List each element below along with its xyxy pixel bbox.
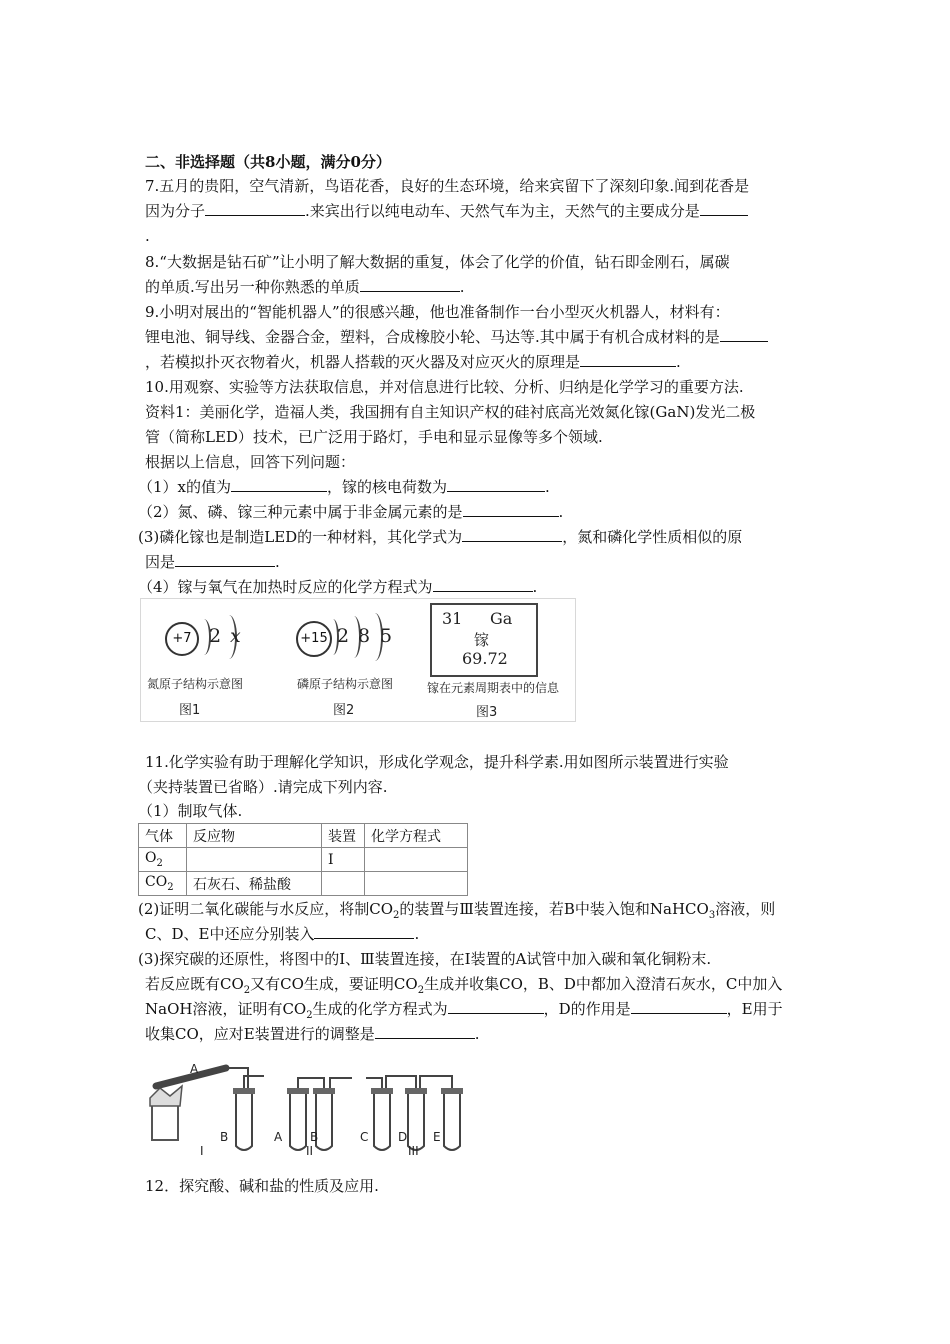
q11-part3-line4 [145, 1023, 480, 1045]
table-row [139, 872, 468, 896]
q7-line2 [145, 200, 748, 222]
table-header: 化学方程式 [365, 824, 468, 848]
q11-p3-text: ，D的作用是 [543, 1000, 631, 1018]
device-label: I [200, 1144, 204, 1158]
q9-line2 [145, 326, 768, 348]
q10-p1-text-a: （1）x的值为 [138, 478, 232, 496]
subscript: 3 [708, 910, 716, 921]
apparatus-label: B [220, 1130, 229, 1144]
figure-label-1: 图1 [179, 703, 201, 718]
q9-line1: 9.小明对展出的“智能机器人”的很感兴趣，他也准备制作一台小型灭火机器人，材料有： [145, 303, 730, 321]
apparatus-label: B [310, 1130, 319, 1144]
q11-p3-text: 又有CO生成，要证明CO [250, 975, 418, 993]
phosphorus-shell1-count: 2 [337, 625, 350, 647]
table-row [139, 848, 468, 872]
subscript: 2 [243, 985, 251, 996]
answer-blank[interactable] [314, 924, 414, 939]
q11-p2-text: 的装置与Ⅲ装置连接，若B中装入饱和NaHCO [399, 900, 709, 918]
apparatus-label: C [360, 1130, 369, 1144]
apparatus-label: D [398, 1130, 408, 1144]
subscript: 2 [393, 910, 400, 921]
answer-blank[interactable] [631, 999, 727, 1014]
q8-line2 [145, 276, 465, 298]
table-cell-equation[interactable] [365, 848, 468, 872]
q11-part1: （1）制取气体. [138, 802, 243, 820]
nitrogen-caption: 氮原子结构示意图 [147, 677, 244, 691]
q11-p2-text: . [414, 925, 420, 943]
answer-blank[interactable] [433, 577, 533, 592]
q10-p4-text-b: . [532, 578, 538, 596]
q10-p3-text-a: (3)磷化镓也是制造LED的一种材料，其化学式为 [138, 528, 463, 546]
q10-p4-text-a: （4）镓与氧气在加热时反应的化学方程式为 [138, 578, 433, 596]
phosphorus-shell3-count: 5 [380, 625, 393, 647]
q10-p3-text-d: . [275, 553, 280, 571]
q10-p1-text-b: ，镓的核电荷数为 [327, 478, 448, 496]
phosphorus-caption: 磷原子结构示意图 [297, 677, 394, 691]
apparatus-label: A [274, 1130, 283, 1144]
table-header: 反应物 [187, 824, 322, 848]
subscript: 2 [156, 857, 163, 869]
table-cell-gas [139, 872, 187, 896]
gallium-symbol: Ga [490, 609, 513, 628]
q11-p3-text: 生成的化学方程式为 [312, 1000, 448, 1018]
table-cell-device[interactable] [322, 872, 365, 896]
nitrogen-shell2-count: x [230, 625, 241, 647]
q10-line4: 根据以上信息，回答下列问题： [145, 453, 356, 471]
answer-blank[interactable] [205, 201, 305, 216]
phosphorus-nucleus: +15 [296, 621, 332, 657]
q11-part3-line1: (3)探究碳的还原性，将图中的Ⅰ、Ⅲ装置连接，在Ⅰ装置的A试管中加入碳和氧化铜粉末. [138, 950, 712, 968]
q11-p3-text: . [474, 1025, 480, 1043]
q11-line1: 11.化学实验有助于理解化学知识，形成化学观念，提升科学素.用如图所示装置进行实验 [145, 753, 729, 771]
q11-line2: （夹持装置已省略）.请完成下列内容. [138, 778, 388, 796]
answer-blank[interactable] [375, 1024, 475, 1039]
table-header-row [139, 824, 468, 848]
q7-text-a: 因为分子 [145, 202, 206, 220]
q10-part3 [138, 526, 742, 548]
gallium-name: 镓 [474, 631, 490, 649]
q9-text-a: ，若模拟扑灭衣物着火，机器人搭载的灭火器及对应灭火的原理是 [145, 353, 581, 371]
q9-text-b: . [676, 353, 681, 371]
figure-label-2: 图2 [333, 703, 355, 718]
q10-p3-text-b: ，氮和磷化学性质相似的原 [562, 528, 743, 546]
q10-line2: 资料1：美丽化学，造福人类，我国拥有自主知识产权的硅衬底高光效氮化镓(GaN)发光二极 [145, 403, 756, 421]
q9-line3 [145, 351, 681, 373]
gas-formula: CO [145, 874, 168, 891]
table-header: 装置 [322, 824, 365, 848]
answer-blank[interactable] [720, 327, 768, 342]
q9-text: 锂电池、铜导线、金器合金，塑料，合成橡胶小轮、马达等.其中属于有机合成材料的是 [145, 328, 720, 346]
q8-text-a: 的单质.写出另一种你熟悉的单质 [145, 278, 360, 296]
subscript: 2 [167, 881, 174, 893]
q11-p2-text: (2)证明二氧化碳能与水反应，将制CO [138, 900, 394, 918]
q10-p1-text-c: . [545, 478, 550, 496]
table-cell-equation[interactable] [365, 872, 468, 896]
answer-blank[interactable] [175, 552, 275, 567]
answer-blank[interactable] [700, 201, 748, 216]
subscript: 2 [306, 1010, 313, 1021]
q7-line1: 7.五月的贵阳，空气清新，鸟语花香，良好的生态环境，给来宾留下了深刻印象.闻到花香是 [145, 177, 750, 195]
device-label: II [306, 1144, 314, 1158]
apparatus-label: A [190, 1062, 199, 1076]
q10-line1: 10.用观察、实验等方法获取信息，并对信息进行比较、分析、归纳是化学学习的重要方法. [145, 378, 744, 396]
table-cell-reactant[interactable] [187, 848, 322, 872]
gallium-atomic-number: 31 [442, 609, 463, 628]
q11-p3-text: ，E用于 [726, 1000, 783, 1018]
phosphorus-shell2-count: 8 [358, 625, 371, 647]
q10-p2-text-b: . [558, 503, 564, 521]
answer-blank[interactable] [463, 502, 559, 517]
section-title: 二、非选择题（共8小题，满分0分） [145, 153, 391, 171]
q10-line3: 管（简称LED）技术，已广泛用于路灯，手电和显示显像等多个领域. [145, 428, 603, 446]
figure-label-3: 图3 [476, 705, 498, 720]
apparatus-figure [140, 1048, 480, 1158]
q11-p3-text: 生成并收集CO，B、D中都加入澄清石灰水，C中加入 [424, 975, 783, 993]
q12-line1: 12．探究酸、碱和盐的性质及应用. [145, 1177, 379, 1195]
q10-p3-text-c: 因是 [145, 553, 176, 571]
table-header: 气体 [139, 824, 187, 848]
subscript: 2 [417, 985, 425, 996]
q11-part2-line2 [145, 923, 419, 945]
q8-text-b: . [459, 278, 465, 296]
gas-formula: O [145, 850, 157, 867]
gallium-atomic-mass: 69.72 [462, 649, 508, 668]
apparatus-label: E [433, 1130, 441, 1144]
table-cell-device: Ⅰ [322, 848, 365, 872]
table-cell-reactant: 石灰石、稀盐酸 [187, 872, 322, 896]
q11-p3-text: 若反应既有CO [145, 975, 244, 993]
answer-blank[interactable] [360, 277, 460, 292]
answer-blank[interactable] [447, 477, 545, 492]
q11-p3-text: 收集CO，应对E装置进行的调整是 [145, 1025, 375, 1043]
q11-p2-text: 溶液，则 [715, 900, 776, 918]
q10-part1 [138, 476, 550, 498]
answer-blank[interactable] [580, 352, 676, 367]
q7-line3: . [145, 227, 150, 245]
answer-blank[interactable] [462, 527, 562, 542]
gallium-caption: 镓在元素周期表中的信息 [427, 681, 560, 695]
q11-p3-text: NaOH溶液，证明有CO [145, 1000, 307, 1018]
q7-text-b: .来宾出行以纯电动车、天然气车为主，天然气的主要成分是 [305, 202, 700, 220]
atom-structure-figure [140, 598, 576, 722]
q10-part2 [138, 501, 563, 523]
nitrogen-shell1-count: 2 [209, 625, 222, 647]
q10-p2-text-a: （2）氮、磷、镓三种元素中属于非金属元素的是 [138, 503, 463, 521]
gallium-element-cell [430, 603, 538, 677]
q8-line1: 8.“大数据是钻石矿”让小明了解大数据的重复，体会了化学的价值，钻石即金刚石，属碳 [145, 253, 730, 271]
nitrogen-nucleus: +7 [165, 622, 199, 656]
answer-blank[interactable] [448, 999, 544, 1014]
device-label: III [408, 1144, 419, 1158]
q11-p2-text: C、D、E中还应分别装入 [145, 925, 315, 943]
q10-part3-cont [145, 551, 280, 573]
q10-part4 [138, 576, 537, 598]
table-cell-gas [139, 848, 187, 872]
answer-blank[interactable] [231, 477, 327, 492]
gas-preparation-table [138, 823, 468, 896]
